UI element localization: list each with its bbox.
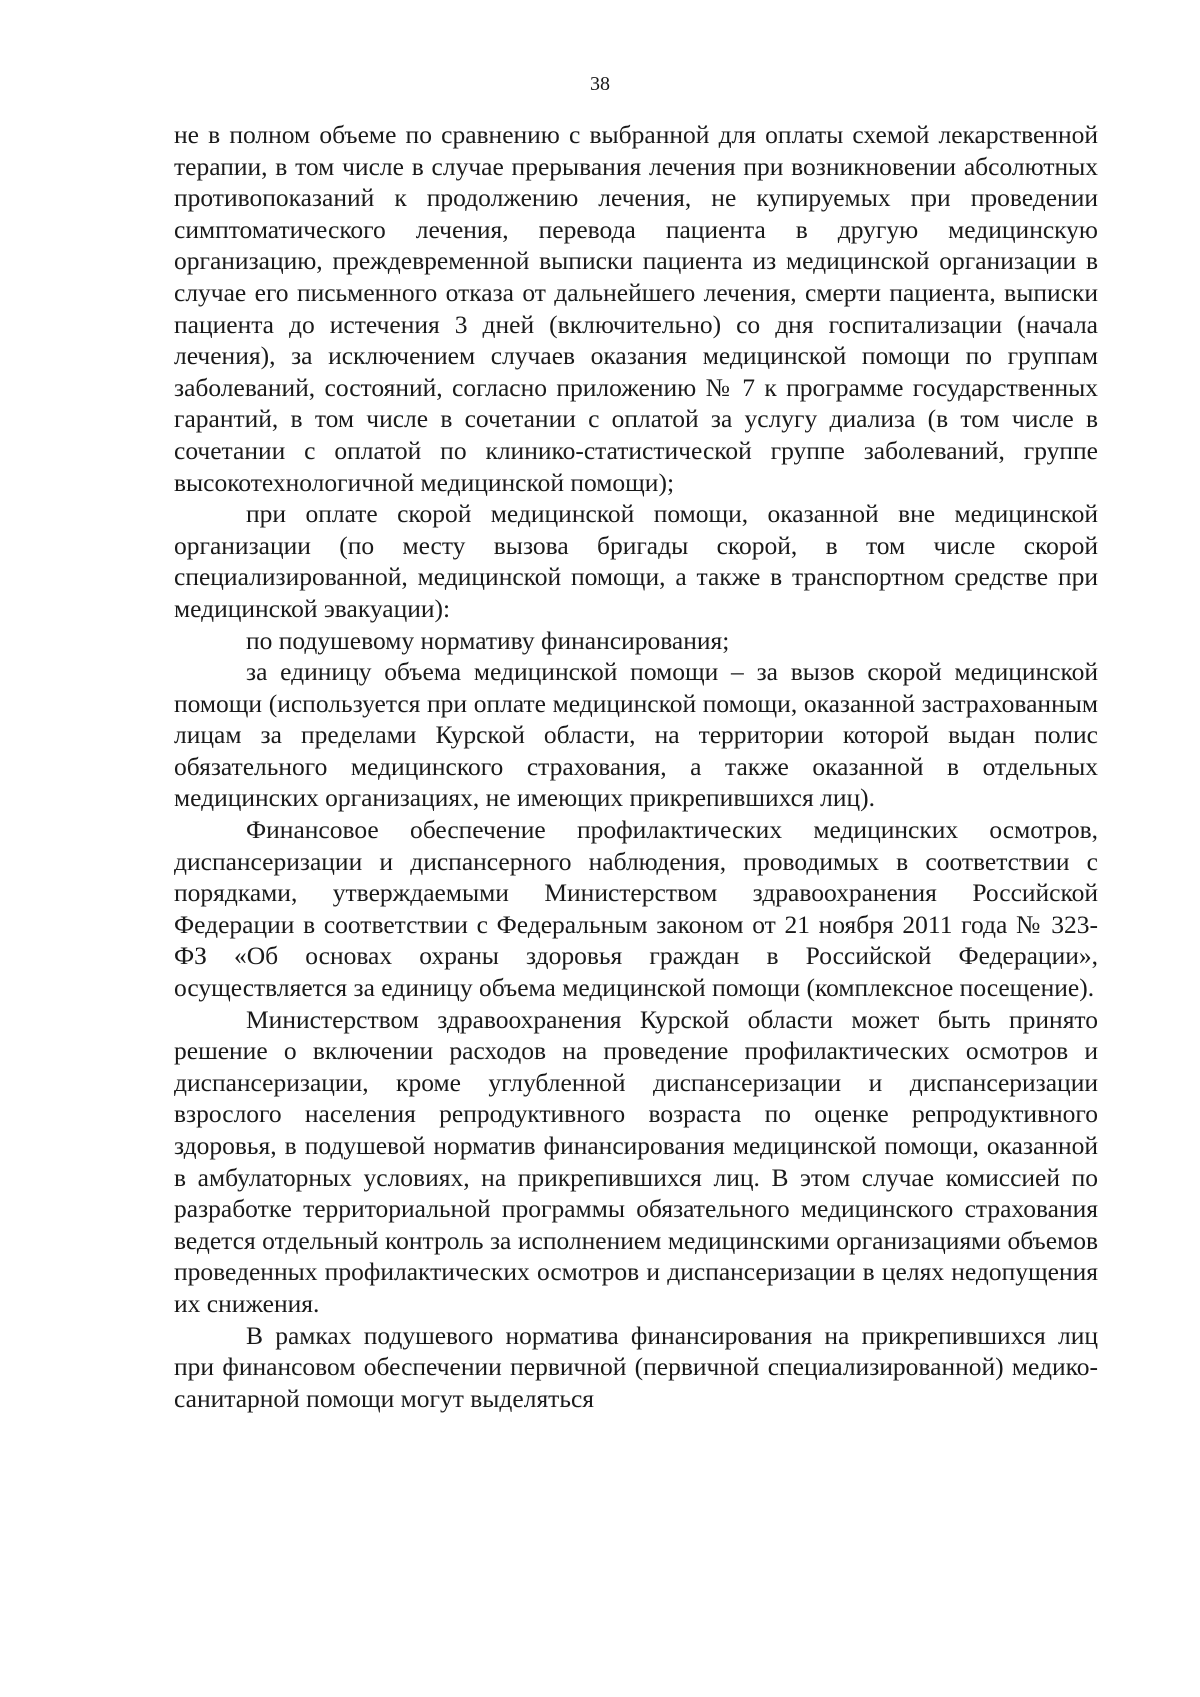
document-body (174, 119, 1098, 1414)
paragraph-ministry-decision: Министерством здравоохранения Курской области может быть принято решение о включении расходов на проведение профилактических осмотров и диспансеризации, кроме углубленной диспансеризации и диспансеризации взрослого населения репродуктивного возраста по оценке репродуктивного здоровья, в подушевой норматив финансирования медицинской помощи, оказанной в амбулаторных условиях, на прикрепившихся лиц. В этом случае комиссией по разработке территориальной программы обязательного медицинского страхования ведется отдельный контроль за исполнением медицинскими организациями объемов проведенных профилактических осмотров и диспансеризации в целях недопущения их снижения. (174, 1004, 1098, 1318)
paragraph-ambulance-payment: при оплате скорой медицинской помощи, оказанной вне медицинской организации (по месту вызова бригады скорой, в том числе скорой специализированной, медицинской помощи, а также в транспортном средстве при медицинской эвакуации): (174, 499, 1098, 623)
paragraph-preventive-exams-funding: Финансовое обеспечение профилактических медицинских осмотров, диспансеризации и диспансерного наблюдения, проводимых в соответствии с порядками, утверждаемыми Министерством здравоохранения Российской Федерации в соответствии с Федеральным законом от 21 ноября 2011 года № 323-ФЗ «Об основах охраны здоровья граждан в Российской Федерации», осуществляется за единицу объема медицинской помощи (комплексное посещение). (174, 815, 1098, 1003)
paragraph-per-capita-framework: В рамках подушевого норматива финансирования на прикрепившихся лиц при финансовом обеспечении первичной (первичной специализированной) медико-санитарной помощи могут выделяться (174, 1320, 1098, 1413)
paragraph-continuation: не в полном объеме по сравнению с выбранной для оплаты схемой лекарственной терапии, в том числе в случае прерывания лечения при возникновении абсолютных противопоказаний к продолжению лечения, не купируемых при проведении симптоматического лечения, перевода пациента в другую медицинскую организацию, преждевременной выписки пациента из медицинской организации в случае его письменного отказа от дальнейшего лечения, смерти пациента, выписки пациента до истечения 3 дней (включительно) со дня госпитализации (начала лечения), за исключением случаев оказания медицинской помощи по группам заболеваний, состояний, согласно приложению № 7 к программе государственных гарантий, в том числе в сочетании с оплатой за услугу диализа (в том числе в сочетании с оплатой по клинико-статистической группе заболеваний, группе высокотехнологичной медицинской помощи); (174, 120, 1098, 497)
page-number: 38 (590, 73, 610, 95)
paragraph-per-capita-standard: по подушевому нормативу финансирования; (246, 625, 730, 655)
paragraph-unit-of-volume: за единицу объема медицинской помощи – за вызов скорой медицинской помощи (используется при оплате медицинской помощи, оказанной застрахованным лицам за пределами Курской области, на территории которой выдан полис обязательного медицинского страхования, а также оказанной в отдельных медицинских организациях, не имеющих прикрепившихся лиц). (174, 657, 1098, 813)
